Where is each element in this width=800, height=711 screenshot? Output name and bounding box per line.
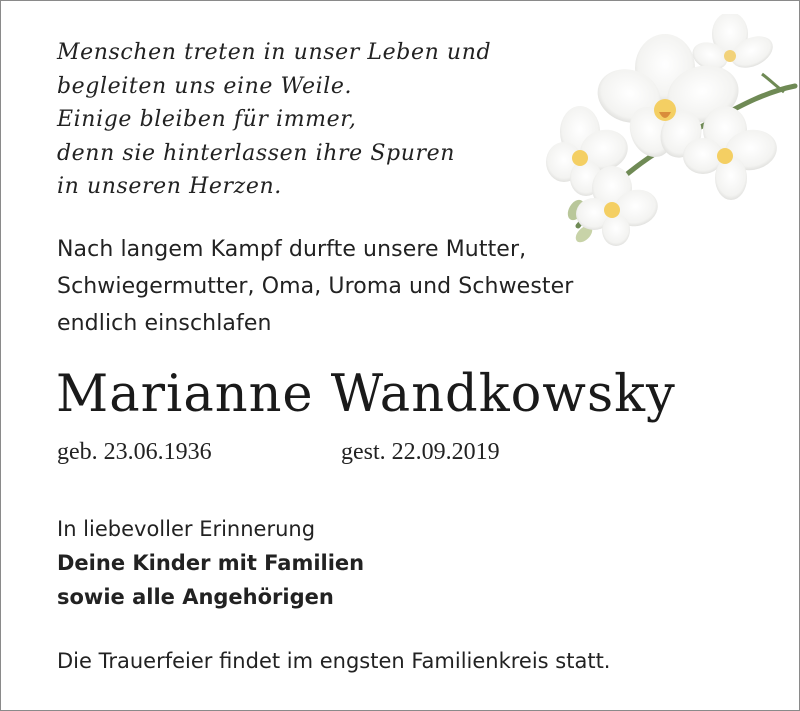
birth-date: geb. 23.06.1936	[57, 439, 212, 465]
death-date: gest. 22.09.2019	[341, 439, 500, 465]
closing-block	[57, 512, 364, 614]
signatory-line: sowie alle Angehörigen	[57, 585, 334, 609]
life-dates	[57, 436, 500, 468]
funeral-notice: Die Trauerfeier findet im engsten Familienkreis statt.	[57, 649, 611, 673]
intro-line: endlich einschlafen	[57, 311, 272, 336]
poem-line: in unseren Herzen.	[57, 174, 282, 199]
memorial-poem	[57, 36, 491, 204]
intro-line: Nach langem Kampf durfte unsere Mutter,	[57, 237, 527, 262]
intro-line: Schwiegermutter, Oma, Uroma und Schwester	[57, 274, 574, 299]
poem-line: begleiten uns eine Weile.	[57, 73, 353, 99]
poem-line: Menschen treten in unser Leben und	[57, 40, 492, 65]
poem-line: denn sie hinterlassen ihre Spuren	[57, 140, 455, 166]
signatory-line: Deine Kinder mit Familien	[57, 551, 365, 575]
orchid-icon	[540, 14, 800, 246]
remembrance-line: In liebevoller Erinnerung	[57, 517, 316, 541]
poem-line: Einige bleiben für immer,	[57, 107, 357, 132]
deceased-name: Marianne Wandkowsky	[56, 365, 676, 424]
intro-text	[57, 231, 573, 342]
